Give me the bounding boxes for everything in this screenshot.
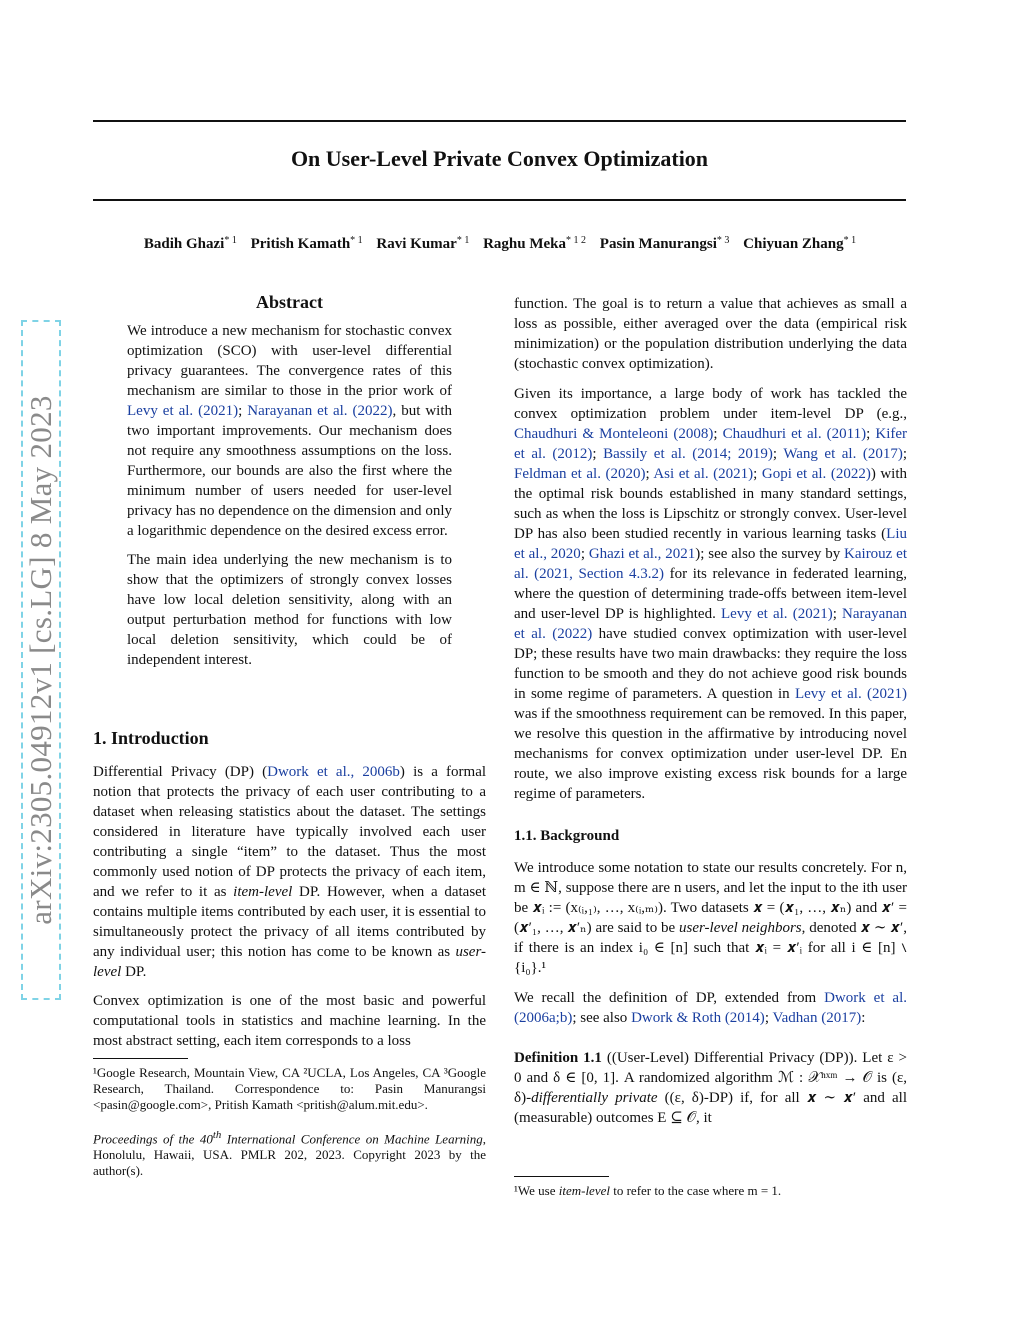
citation-link[interactable]: Levy et al. (2021) bbox=[721, 606, 833, 622]
section-heading: 1. Introduction bbox=[93, 728, 209, 748]
citation-link[interactable]: Chaudhuri & Monteleoni (2008) bbox=[514, 426, 714, 442]
author: Pritish Kamath$^{* 1}$ bbox=[250, 235, 363, 252]
title-top-rule bbox=[93, 120, 906, 122]
footnote-left bbox=[93, 1058, 486, 1179]
citation-link[interactable]: Narayanan et al. (2022) bbox=[247, 403, 393, 419]
author: Chiyuan Zhang$^{* 1}$ bbox=[743, 235, 857, 252]
abstract-section bbox=[93, 292, 486, 670]
proceedings-note: Proceedings of the 40th International Conference on Machine Learning, Honolulu, Hawaii, USA. PMLR 202, 2023. Copyright 2023 by the author(s). bbox=[93, 1129, 486, 1179]
body-paragraph: Given its importance, a large body of work has tackled the convex optimization problem under item-level DP (e.g., Chaudhuri & Monteleoni (2008); Chaudhuri et al. (2011); Kifer et al. (2012); Bassily et al. (2014; 2019); Wang et al. (2017); Feldman et al. (2020); Asi et al. (2021); Gopi et al. (2022)) with the optimal risk bounds established in many standard settings, such as when the loss is Lipschitz or strongly convex. User-level DP has also been studied recently in various learning tasks (Liu et al., 2020; Ghazi et al., 2021); see also the survey by Kairouz et al. (2021, Section 4.3.2) for its relevance in federated learning, where the question of determining trade-offs between item-level and user-level DP is highlighted. Levy et al. (2021); Narayanan et al. (2022) have studied convex optimization with user-level DP; these results have two main drawbacks: they require the loss function to be smooth and they do not achieve good risk bounds in some regime of parameters. A question in Levy et al. (2021) was if the smoothness requirement can be removed. In this paper, we resolve this question in the affirmative by introducing novel mechanisms for convex optimization under user-level DP. En route, we also improve existing excess risk bounds for a large regime of parameters. bbox=[514, 386, 908, 802]
footnote-rule bbox=[514, 1176, 609, 1177]
abstract-paragraph: The main idea underlying the new mechanism is to show that the optimizers of strongly convex losses have low local deletion sensitivity, along with an output perturbation method for functions with low local deletion sensitivity, which could be of independent interest. bbox=[127, 552, 452, 668]
author: Raghu Meka$^{* 1 2}$ bbox=[483, 235, 587, 252]
citation-link[interactable]: Asi et al. (2021) bbox=[653, 466, 754, 482]
footnote-text: ¹We use item-level to refer to the case where m = 1. bbox=[514, 1183, 782, 1198]
citation-link[interactable]: Vadhan (2017) bbox=[772, 1010, 862, 1026]
abstract-paragraph: We introduce a new mechanism for stochastic convex optimization (SCO) with user-level differential privacy guarantees. The convergence rates of this mechanism are similar to those in the prior work of Levy et al. (2021); Narayanan et al. (2022), but with two important improvements. Our mechanism does not require any smoothness assumptions on the loss. Furthermore, our bounds are also the first where the minimum number of users needed for user-level privacy has no dependence on the dimension and only a logarithmic dependence on the desired excess error. bbox=[127, 323, 453, 539]
citation-link[interactable]: Chaudhuri et al. (2011) bbox=[722, 426, 867, 442]
author: Ravi Kumar$^{* 1}$ bbox=[376, 235, 470, 252]
paper-title: On User-Level Private Convex Optimization bbox=[290, 146, 709, 171]
footnote-rule bbox=[93, 1058, 188, 1059]
citation-link[interactable]: Ghazi et al., 2021 bbox=[588, 546, 696, 562]
affiliation-footnote: ¹Google Research, Mountain View, CA ²UCLA, Los Angeles, CA ³Google Research, Thailand. Correspondence to: Pasin Manurangsi <pasin@google.com>, Pritish Kamath <pritish@alum.mit.edu>. bbox=[93, 1065, 486, 1112]
citation-link[interactable]: Kairouz et al. (2021, Section 4.3.2) bbox=[514, 546, 907, 582]
body-paragraph: function. The goal is to return a value that achieves as small a loss as possible, either averaged over the data (empirical risk minimization) or the population distribution underlying the data (stochastic convex optimization). bbox=[514, 296, 907, 372]
arxiv-stamp: arXiv:2305.04912v1 [cs.LG] 8 May 2023 bbox=[21, 320, 61, 1000]
title-bottom-rule bbox=[93, 199, 906, 201]
subsection-heading: 1.1. Background bbox=[514, 828, 620, 844]
author: Badih Ghazi$^{* 1}$ bbox=[143, 235, 237, 252]
citation-link[interactable]: Wang et al. (2017) bbox=[783, 446, 903, 462]
citation-link[interactable]: Dwork et al., 2006b bbox=[267, 764, 400, 780]
citation-link[interactable]: Bassily et al. (2014; 2019) bbox=[603, 446, 773, 462]
author: Pasin Manurangsi$^{* 3}$ bbox=[599, 235, 730, 252]
citation-link[interactable]: Levy et al. (2021) bbox=[127, 403, 239, 419]
intro-paragraph: Convex optimization is one of the most basic and powerful computational tools in statistics and machine learning. In the most abstract setting, each item corresponds to a loss bbox=[93, 993, 486, 1049]
citation-link[interactable]: Gopi et al. (2022) bbox=[761, 466, 871, 482]
footnote-right bbox=[514, 1176, 907, 1199]
citation-link[interactable]: Feldman et al. (2020) bbox=[514, 466, 646, 482]
citation-link[interactable]: Dwork et al. (2006a;b) bbox=[514, 990, 908, 1026]
definition: Definition 1.1 ((User-Level) Differential Privacy (DP)). Let ε > 0 and δ ∈ [0, 1]. A randomized algorithm ℳ : 𝒳ⁿˣᵐ → 𝒪 is (ε, δ)-differentially private ((ε, δ)-DP) if, for all 𝒙 ∼ 𝒙′ and all (measurable) outcomes E ⊆ 𝒪, it bbox=[514, 1050, 907, 1126]
citation-link[interactable]: Levy et al. (2021) bbox=[794, 686, 907, 702]
right-column bbox=[514, 294, 907, 1128]
author-list bbox=[70, 235, 930, 253]
citation-link[interactable]: Dwork & Roth (2014) bbox=[631, 1010, 765, 1026]
intro-paragraph: Differential Privacy (DP) (Dwork et al., 2006b) is a formal notion that protects the privacy of each user contributing to a dataset when releasing statistics about the dataset. The settings considered in literature have typically involved each user contributing a single “item” to the dataset. Thus the most commonly used notion of DP protects the privacy of each item, and we refer to it as item-level DP. However, when a dataset contains multiple items contributed by each user, it is essential to simultaneously protect the privacy of all items contributed by any individual user; this notion has come to be known as user-level DP. bbox=[93, 764, 487, 980]
citation-link[interactable]: Kifer et al. (2012) bbox=[514, 426, 908, 462]
body-paragraph: We recall the definition of DP, extended from Dwork et al. (2006a;b); see also Dwork & Roth (2014); Vadhan (2017): bbox=[514, 990, 908, 1026]
introduction-section bbox=[93, 728, 486, 1051]
citation-link[interactable]: Narayanan et al. (2022) bbox=[514, 606, 907, 642]
body-paragraph: We introduce some notation to state our results concretely. For n, m ∈ ℕ, suppose there are n users, and let the input to the ith user be 𝒙ᵢ := (x₍ᵢ,₁₎, …, x₍ᵢ,ₘ₎). Two datasets 𝒙 = (𝒙₁, …, 𝒙ₙ) and 𝒙′ = (𝒙′₁, …, 𝒙′ₙ) are said to be user-level neighbors, denoted 𝒙 ∼ 𝒙′, if there is an index i₀ ∈ [n] such that 𝒙ᵢ = 𝒙′ᵢ for all i ∈ [n] ∖ {i₀}.¹ bbox=[514, 860, 907, 976]
citation-link[interactable]: Liu et al., 2020 bbox=[514, 526, 907, 562]
abstract-heading: Abstract bbox=[256, 292, 323, 312]
